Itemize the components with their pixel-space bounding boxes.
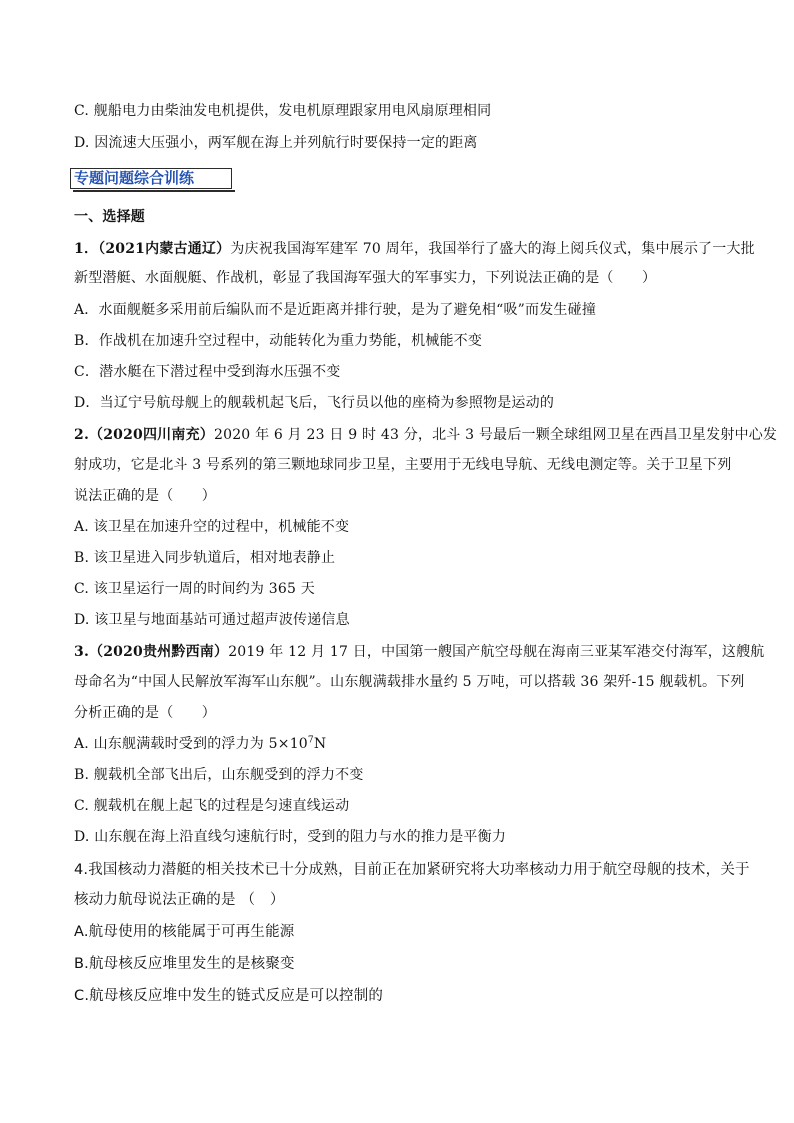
q1-source: （2021内蒙古通辽） [98, 241, 231, 257]
q3-stem-text: 2019 年 12 月 17 日，中国第一艘国产航空母舰在海南三亚某军港交付海军，这艘航 [228, 644, 765, 660]
section-title-box: 专题问题综合训练 [70, 168, 232, 189]
q2-stem-line2: 射成功，它是北斗 3 号系列的第三颗地球同步卫星，主要用于无线电导航、无线电测定等。关于卫星下列 [74, 457, 732, 473]
q3-option-a [74, 734, 326, 754]
q2-stem-text: 2020 年 6 月 23 日 9 时 43 分，北斗 3 号最后一颗全球组网卫星在西昌卫星发射中心发 [213, 427, 778, 443]
q3-option-d: D. 山东舰在海上沿直线匀速航行时，受到的阻力与水的推力是平衡力 [74, 829, 507, 845]
q3-option-a-unit: N [313, 736, 327, 752]
q1-stem-text: 为庆祝我国海军建军 70 周年，我国举行了盛大的海上阅兵仪式，集中展示了一大批 [230, 241, 755, 257]
q4-option-b: B.航母核反应堆里发生的是核聚变 [74, 956, 295, 972]
q3-option-c: C. 舰载机在舰上起飞的过程是匀速直线运动 [74, 798, 350, 814]
q1-option-c: C．潜水艇在下潜过程中受到海水压强不变 [74, 364, 341, 380]
q3-option-a-text: A. 山东舰满载时受到的浮力为 5×10 [74, 736, 308, 752]
q4-stem-line2: 核动力航母说法正确的是 （ ） [74, 892, 285, 908]
part-heading: 一、选择题 [74, 209, 145, 225]
q1-stem-line2: 新型潜艇、水面舰艇、作战机，彰显了我国海军强大的军事实力，下列说法正确的是（ ） [74, 270, 657, 286]
prev-option-c: C. 舰船电力由柴油发电机提供，发电机原理跟家用电风扇原理相同 [74, 103, 492, 119]
q4-stem-line1: 4.我国核动力潜艇的相关技术已十分成熟，目前正在加紧研究将大功率核动力用于航空母舰的技术，关于 [74, 862, 750, 878]
q3-stem-line2: 母命名为“中国人民解放军海军山东舰”。山东舰满载排水量约 5 万吨，可以搭载 36 架歼-15 舰载机。下列 [74, 674, 745, 690]
q3-option-b: B. 舰载机全部飞出后，山东舰受到的浮力不变 [74, 767, 364, 783]
q2-option-b: B. 该卫星进入同步轨道后，相对地表静止 [74, 550, 336, 566]
q2-number: 2. [74, 427, 90, 443]
q2-option-c: C. 该卫星运行一周的时间约为 365 天 [74, 581, 315, 597]
q2-option-a: A. 该卫星在加速升空的过程中，机械能不变 [74, 519, 350, 535]
q1-option-b: B．作战机在加速升空过程中，动能转化为重力势能，机械能不变 [74, 333, 483, 349]
q1-option-a: A．水面舰艇多采用前后编队而不是近距离并排行驶，是为了避免相“吸”而发生碰撞 [74, 302, 597, 318]
q1-stem-line1 [74, 239, 755, 259]
q1-number: 1． [74, 241, 99, 257]
q2-option-d: D. 该卫星与地面基站可通过超声波传递信息 [74, 612, 350, 628]
q2-source: （2020四川南充） [89, 427, 214, 443]
q4-option-c: C.航母核反应堆中发生的链式反应是可以控制的 [74, 988, 384, 1004]
q4-option-a: A.航母使用的核能属于可再生能源 [74, 924, 295, 940]
q3-option-a-exponent: 7 [307, 735, 314, 746]
q3-source: （2020贵州黔西南） [89, 644, 229, 660]
prev-option-d: D. 因流速大压强小，两军舰在海上并列航行时要保持一定的距离 [74, 135, 478, 151]
q2-stem-line3: 说法正确的是（ ） [74, 488, 216, 504]
q3-number: 3. [74, 644, 90, 660]
q2-stem-line1 [74, 425, 777, 445]
q3-stem-line1 [74, 642, 765, 662]
q3-stem-line3: 分析正确的是（ ） [74, 705, 216, 721]
q1-option-d: D．当辽宁号航母舰上的舰载机起飞后，飞行员以他的座椅为参照物是运动的 [74, 395, 555, 411]
